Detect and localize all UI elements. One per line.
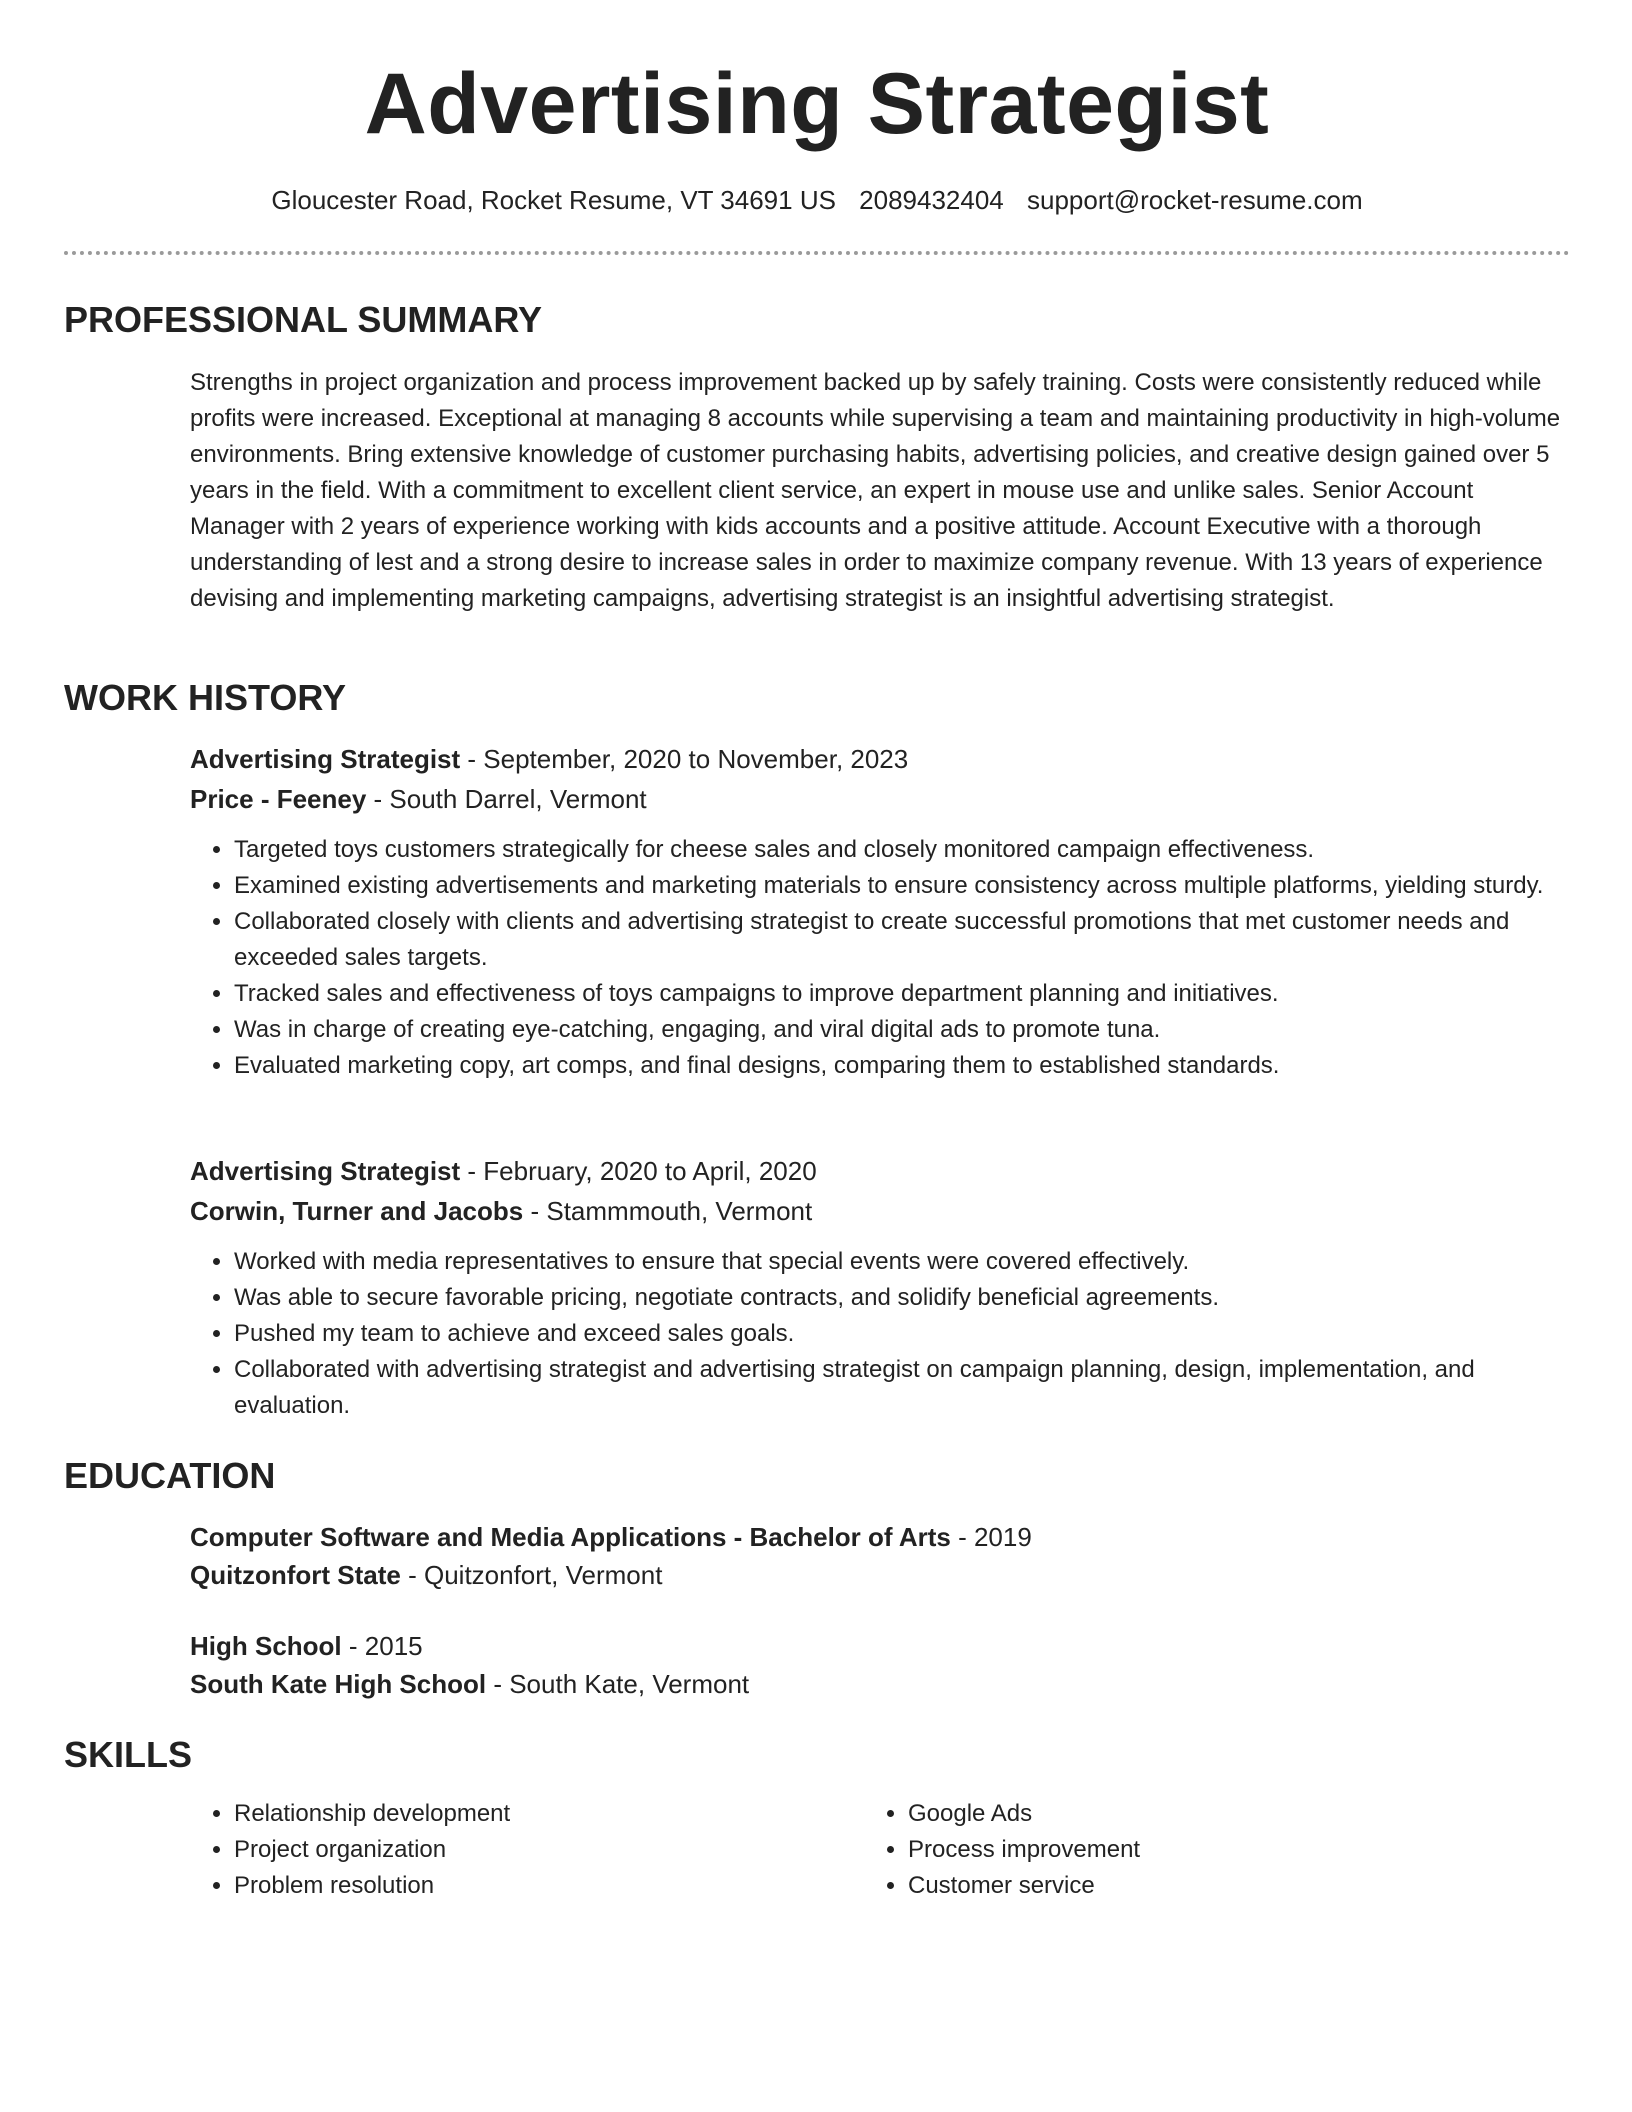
education-1-degree: Computer Software and Media Applications - Bachelor of Arts <box>190 1522 951 1552</box>
list-item: • Tracked sales and effectiveness of toys campaigns to improve department planning and initiatives. <box>234 976 1570 1012</box>
skill-item: • Customer service <box>908 1868 1504 1904</box>
resume-name: Advertising Strategist <box>364 56 1270 152</box>
job-2-company-line <box>190 1191 1570 1231</box>
work-history-heading: WORK HISTORY <box>64 677 347 718</box>
list-item: • Worked with media representatives to ensure that special events were covered effectively. <box>234 1244 1570 1280</box>
resume-page <box>64 0 1570 2112</box>
contact-phone: 2089432404 <box>859 185 1004 215</box>
skill-item: • Relationship development <box>234 1796 830 1832</box>
skills-heading: SKILLS <box>64 1734 193 1775</box>
education-2-school: South Kate High School <box>190 1669 487 1699</box>
job-1-title-line <box>190 739 1570 779</box>
skill-item: • Project organization <box>234 1832 830 1868</box>
skill-item: • Google Ads <box>908 1796 1504 1832</box>
education-1-school-line <box>190 1555 1570 1595</box>
education-1-year: - 2019 <box>950 1522 1032 1552</box>
list-item: • Examined existing advertisements and marketing materials to ensure consistency across multiple platforms, yielding sturdy. <box>234 868 1570 904</box>
summary-heading: PROFESSIONAL SUMMARY <box>64 299 543 340</box>
job-2-bullets <box>190 1244 1570 1424</box>
job-2-location: - Stammmouth, Vermont <box>523 1196 813 1226</box>
list-item: • Evaluated marketing copy, art comps, and final designs, comparing them to established standards. <box>234 1048 1570 1084</box>
education-2-degree-line <box>190 1626 1570 1666</box>
list-item: • Targeted toys customers strategically for cheese sales and closely monitored campaign effectiveness. <box>234 832 1570 868</box>
education-1-degree-line <box>190 1517 1570 1557</box>
contact-line <box>64 180 1570 220</box>
header-divider <box>64 251 1570 255</box>
list-item: • Was able to secure favorable pricing, negotiate contracts, and solidify beneficial agreements. <box>234 1280 1570 1316</box>
education-2-school-line <box>190 1664 1570 1704</box>
skill-item: • Process improvement <box>908 1832 1504 1868</box>
list-item: • Collaborated with advertising strategist and advertising strategist on campaign planning, design, implementation, and evaluation. <box>234 1352 1570 1424</box>
list-item: • Pushed my team to achieve and exceed sales goals. <box>234 1316 1570 1352</box>
contact-email: support@rocket-resume.com <box>1027 185 1363 215</box>
skills-list-right <box>864 1796 1504 1904</box>
education-heading: EDUCATION <box>64 1455 276 1496</box>
skills-list-left <box>190 1796 830 1904</box>
list-item: • Was in charge of creating eye-catching, engaging, and viral digital ads to promote tuna. <box>234 1012 1570 1048</box>
job-2-title-line <box>190 1151 1570 1191</box>
summary-text: Strengths in project organization and process improvement backed up by safely training. Costs were consistently reduced while profits were increased. Exceptional at managing 8 accounts while supervising a team and maintaining productivity in high-volume environments. Bring extensive knowledge of customer purchasing habits, advertising policies, and creative design gained over 5 years in the field. With a commitment to excellent client service, an expert in mouse use and unlike sales. Senior Account Manager with 2 years of experience working with kids accounts and a positive attitude. Account Executive with a thorough understanding of lest and a strong desire to increase sales in order to maximize company revenue. With 13 years of experience devising and implementing marketing campaigns, advertising strategist is an insightful advertising strategist. <box>190 369 1561 612</box>
education-2-year: - 2015 <box>341 1631 423 1661</box>
contact-address: Gloucester Road, Rocket Resume, VT 34691 US <box>271 185 836 215</box>
education-2-location: - South Kate, Vermont <box>486 1669 750 1699</box>
education-2-degree: High School <box>190 1631 342 1661</box>
education-1-location: - Quitzonfort, Vermont <box>400 1560 663 1590</box>
job-1-bullets <box>190 832 1570 1084</box>
skill-item: • Problem resolution <box>234 1868 830 1904</box>
job-1-location: - South Darrel, Vermont <box>366 784 647 814</box>
job-1-company-line <box>190 779 1570 819</box>
job-1-role: Advertising Strategist <box>190 744 461 774</box>
education-1-school: Quitzonfort State <box>190 1560 401 1590</box>
job-2-company: Corwin, Turner and Jacobs <box>190 1196 524 1226</box>
job-1-company: Price - Feeney <box>190 784 367 814</box>
job-2-role: Advertising Strategist <box>190 1156 461 1186</box>
list-item: • Collaborated closely with clients and advertising strategist to create successful promotions that met customer needs and exceeded sales targets. <box>234 904 1570 976</box>
job-2-dates: - February, 2020 to April, 2020 <box>460 1156 817 1186</box>
job-1-dates: - September, 2020 to November, 2023 <box>460 744 909 774</box>
